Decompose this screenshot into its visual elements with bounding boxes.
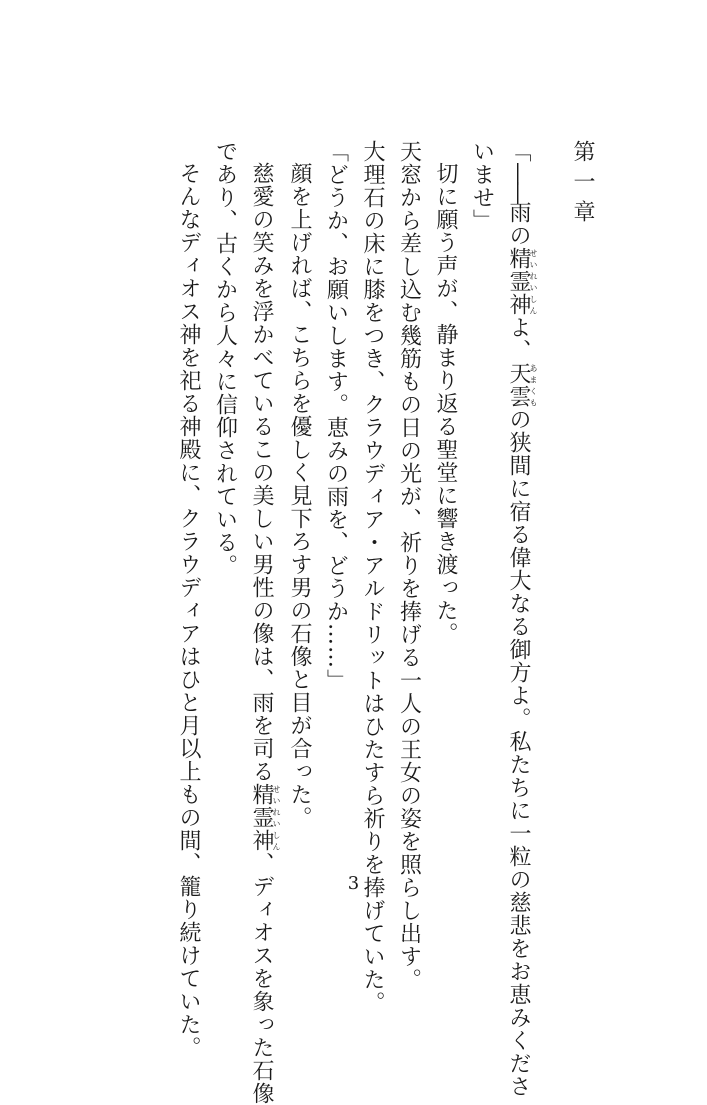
text-line: 大理石の床に膝をつき、クラウディア・アルドリットはひたすら祈りを捧げていた。 bbox=[360, 140, 385, 1014]
text-line: いませ」 bbox=[469, 140, 495, 232]
text-line: 「どうか、お願いします。恵みの雨を、どうか……」 bbox=[323, 140, 349, 692]
ruby-reading: あまくも bbox=[529, 362, 538, 408]
text-line bbox=[500, 140, 538, 1098]
text-span: の狭間に宿る偉大なる御方よ。私たちに一粒の慈悲をお恵みくださ bbox=[506, 408, 531, 1098]
chapter-title: 第一章 bbox=[570, 140, 595, 230]
text-line: 顔を上げれば、こちらを優しく見下ろす男の石像と目が合った。 bbox=[287, 162, 312, 829]
text-span: よ、 bbox=[506, 316, 531, 362]
ruby-reading: せいれいしん bbox=[529, 247, 538, 316]
text-line: そんなディオス神を祀る神殿に、クラウディアはひと月以上もの間、籠り続けていた。 bbox=[176, 162, 201, 1059]
ruby-reading: せいれいしん bbox=[272, 783, 281, 852]
text-span: 慈愛の笑みを浮かべているこの美しい男性の像は、雨を司る bbox=[249, 162, 274, 783]
ruby-base: 精霊神 bbox=[506, 247, 531, 316]
ruby-annotation bbox=[506, 362, 538, 408]
text-span: 雨の bbox=[506, 201, 531, 247]
ruby-annotation bbox=[506, 247, 538, 316]
text-span: 、ディオスを象った石像 bbox=[249, 852, 274, 1105]
vertical-text-body bbox=[120, 140, 600, 1105]
text-line: 切に願う声が、静まり返る聖堂に響き渡った。 bbox=[433, 162, 458, 645]
ruby-base: 天雲 bbox=[506, 362, 531, 408]
text-line: 天窓から差し込む幾筋もの日の光が、祈りを捧げる一人の王女の姿を照らし出す。 bbox=[396, 140, 422, 991]
text-line bbox=[243, 140, 281, 1105]
ruby-annotation bbox=[249, 783, 281, 852]
page-number: 3 bbox=[347, 873, 360, 894]
ruby-base: 精霊神 bbox=[249, 783, 274, 852]
open-quote: 「 bbox=[506, 140, 531, 163]
em-dash: ―― bbox=[506, 163, 531, 201]
text-line: であり、古くから人々に信仰されている。 bbox=[212, 140, 238, 577]
